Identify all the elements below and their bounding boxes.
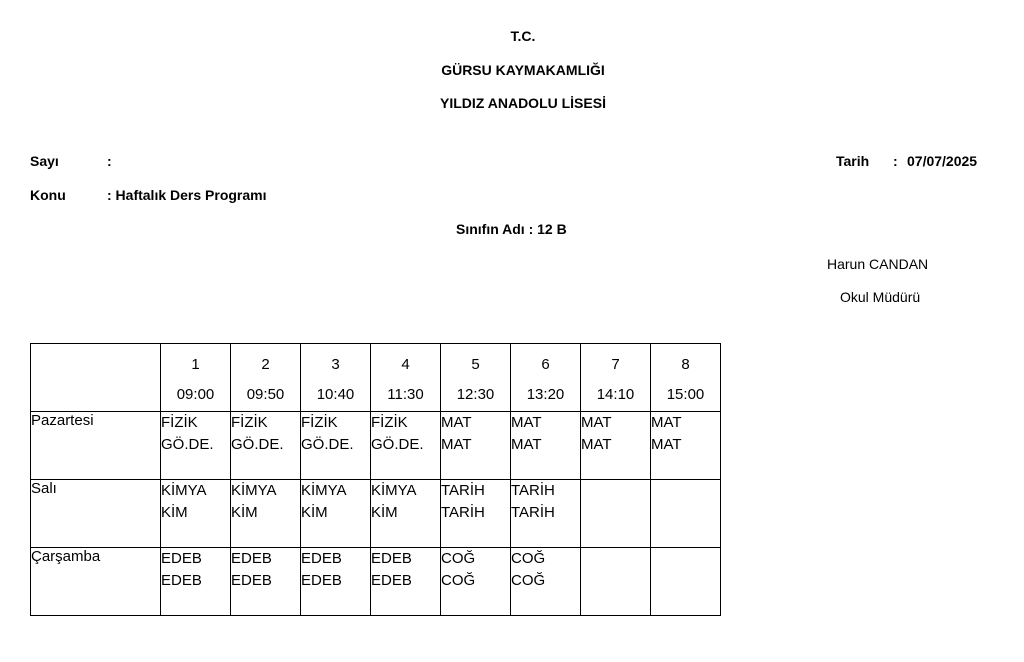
corner-cell: [31, 344, 161, 412]
lesson-code: GÖ.DE.: [231, 436, 284, 453]
lesson-cell: [581, 412, 651, 480]
lesson-name: MAT: [511, 414, 542, 431]
lesson-code: MAT: [581, 436, 612, 453]
lesson-cell: [371, 480, 441, 548]
lesson-name: TARİH: [441, 482, 485, 499]
tarih-label: Tarih: [836, 153, 870, 169]
lesson-code: TARİH: [511, 504, 555, 521]
lesson-cell: [231, 412, 301, 480]
period-number: 1: [191, 356, 200, 373]
konu-label: Konu: [30, 187, 66, 203]
lesson-cell: [651, 480, 721, 548]
lesson-code: TARİH: [441, 504, 485, 521]
period-time: 14:10: [596, 386, 635, 403]
period-time: 09:00: [176, 386, 215, 403]
lesson-name: FİZİK: [161, 414, 198, 431]
lesson-cell: [511, 548, 581, 616]
period-time: 13:20: [526, 386, 565, 403]
period-4: [371, 344, 441, 412]
class-name: Sınıfın Adı : 12 B: [456, 221, 567, 237]
header-tc: T.C.: [510, 28, 536, 44]
lesson-code: MAT: [511, 436, 542, 453]
lesson-code: EDEB: [161, 572, 202, 589]
schedule-table: [30, 343, 721, 616]
period-8: [651, 344, 721, 412]
lesson-name: FİZİK: [371, 414, 408, 431]
lesson-name: MAT: [651, 414, 682, 431]
lesson-code: EDEB: [371, 572, 412, 589]
tarih-separator: :: [893, 153, 898, 169]
period-number: 3: [331, 356, 340, 373]
lesson-name: KİMYA: [371, 482, 417, 499]
day-label: Salı: [31, 480, 161, 548]
lesson-cell: [651, 548, 721, 616]
lesson-cell: [231, 480, 301, 548]
period-number: 8: [681, 356, 690, 373]
tarih-value: 07/07/2025: [907, 153, 978, 169]
day-row-carsamba: [31, 548, 721, 616]
period-header-row: [31, 344, 721, 412]
period-number: 6: [541, 356, 550, 373]
lesson-code: EDEB: [231, 572, 272, 589]
lesson-name: FİZİK: [231, 414, 268, 431]
period-time: 15:00: [666, 386, 705, 403]
lesson-name: EDEB: [161, 550, 202, 567]
lesson-code: EDEB: [301, 572, 342, 589]
lesson-code: KİM: [161, 504, 188, 521]
lesson-name: FİZİK: [301, 414, 338, 431]
lesson-name: KİMYA: [301, 482, 347, 499]
lesson-cell: [511, 412, 581, 480]
day-label: Çarşamba: [31, 548, 161, 616]
lesson-cell: [651, 412, 721, 480]
period-number: 2: [261, 356, 270, 373]
lesson-code: KİM: [371, 504, 398, 521]
day-row-pazartesi: [31, 412, 721, 480]
lesson-name: MAT: [441, 414, 472, 431]
period-6: [511, 344, 581, 412]
header-kaymakamlik: GÜRSU KAYMAKAMLIĞI: [441, 62, 605, 78]
principal-title: Okul Müdürü: [840, 289, 921, 305]
lesson-cell: [301, 480, 371, 548]
lesson-name: TARİH: [511, 482, 555, 499]
period-3: [301, 344, 371, 412]
lesson-code: GÖ.DE.: [301, 436, 354, 453]
lesson-cell: [511, 480, 581, 548]
lesson-cell: [441, 480, 511, 548]
lesson-cell: [161, 412, 231, 480]
lesson-code: KİM: [301, 504, 328, 521]
konu-value: : Haftalık Ders Programı: [107, 187, 267, 203]
period-number: 4: [401, 356, 410, 373]
period-number: 7: [611, 356, 620, 373]
header-school: YILDIZ ANADOLU LİSESİ: [440, 95, 606, 111]
lesson-code: MAT: [651, 436, 682, 453]
lesson-name: KİMYA: [161, 482, 207, 499]
lesson-code: GÖ.DE.: [161, 436, 214, 453]
lesson-name: COĞ: [511, 550, 546, 567]
period-1: [161, 344, 231, 412]
lesson-cell: [371, 548, 441, 616]
lesson-cell: [581, 480, 651, 548]
period-7: [581, 344, 651, 412]
day-row-sali: [31, 480, 721, 548]
period-time: 09:50: [246, 386, 285, 403]
lesson-cell: [231, 548, 301, 616]
lesson-cell: [371, 412, 441, 480]
sayi-label: Sayı: [30, 153, 59, 169]
sayi-separator: :: [107, 153, 112, 169]
period-5: [441, 344, 511, 412]
lesson-cell: [301, 548, 371, 616]
lesson-name: MAT: [581, 414, 612, 431]
lesson-cell: [301, 412, 371, 480]
period-number: 5: [471, 356, 480, 373]
period-time: 11:30: [387, 386, 424, 403]
lesson-code: MAT: [441, 436, 472, 453]
period-2: [231, 344, 301, 412]
lesson-cell: [161, 548, 231, 616]
lesson-name: KİMYA: [231, 482, 277, 499]
day-label: Pazartesi: [31, 412, 161, 480]
principal-name: Harun CANDAN: [827, 256, 929, 272]
lesson-name: EDEB: [371, 550, 412, 567]
lesson-code: KİM: [231, 504, 258, 521]
lesson-name: COĞ: [441, 550, 476, 567]
lesson-cell: [161, 480, 231, 548]
lesson-cell: [441, 548, 511, 616]
period-time: 10:40: [316, 386, 355, 403]
lesson-code: GÖ.DE.: [371, 436, 424, 453]
lesson-code: COĞ: [511, 572, 546, 589]
period-time: 12:30: [456, 386, 495, 403]
lesson-cell: [441, 412, 511, 480]
lesson-name: EDEB: [301, 550, 342, 567]
lesson-code: COĞ: [441, 572, 476, 589]
lesson-name: EDEB: [231, 550, 272, 567]
lesson-cell: [581, 548, 651, 616]
